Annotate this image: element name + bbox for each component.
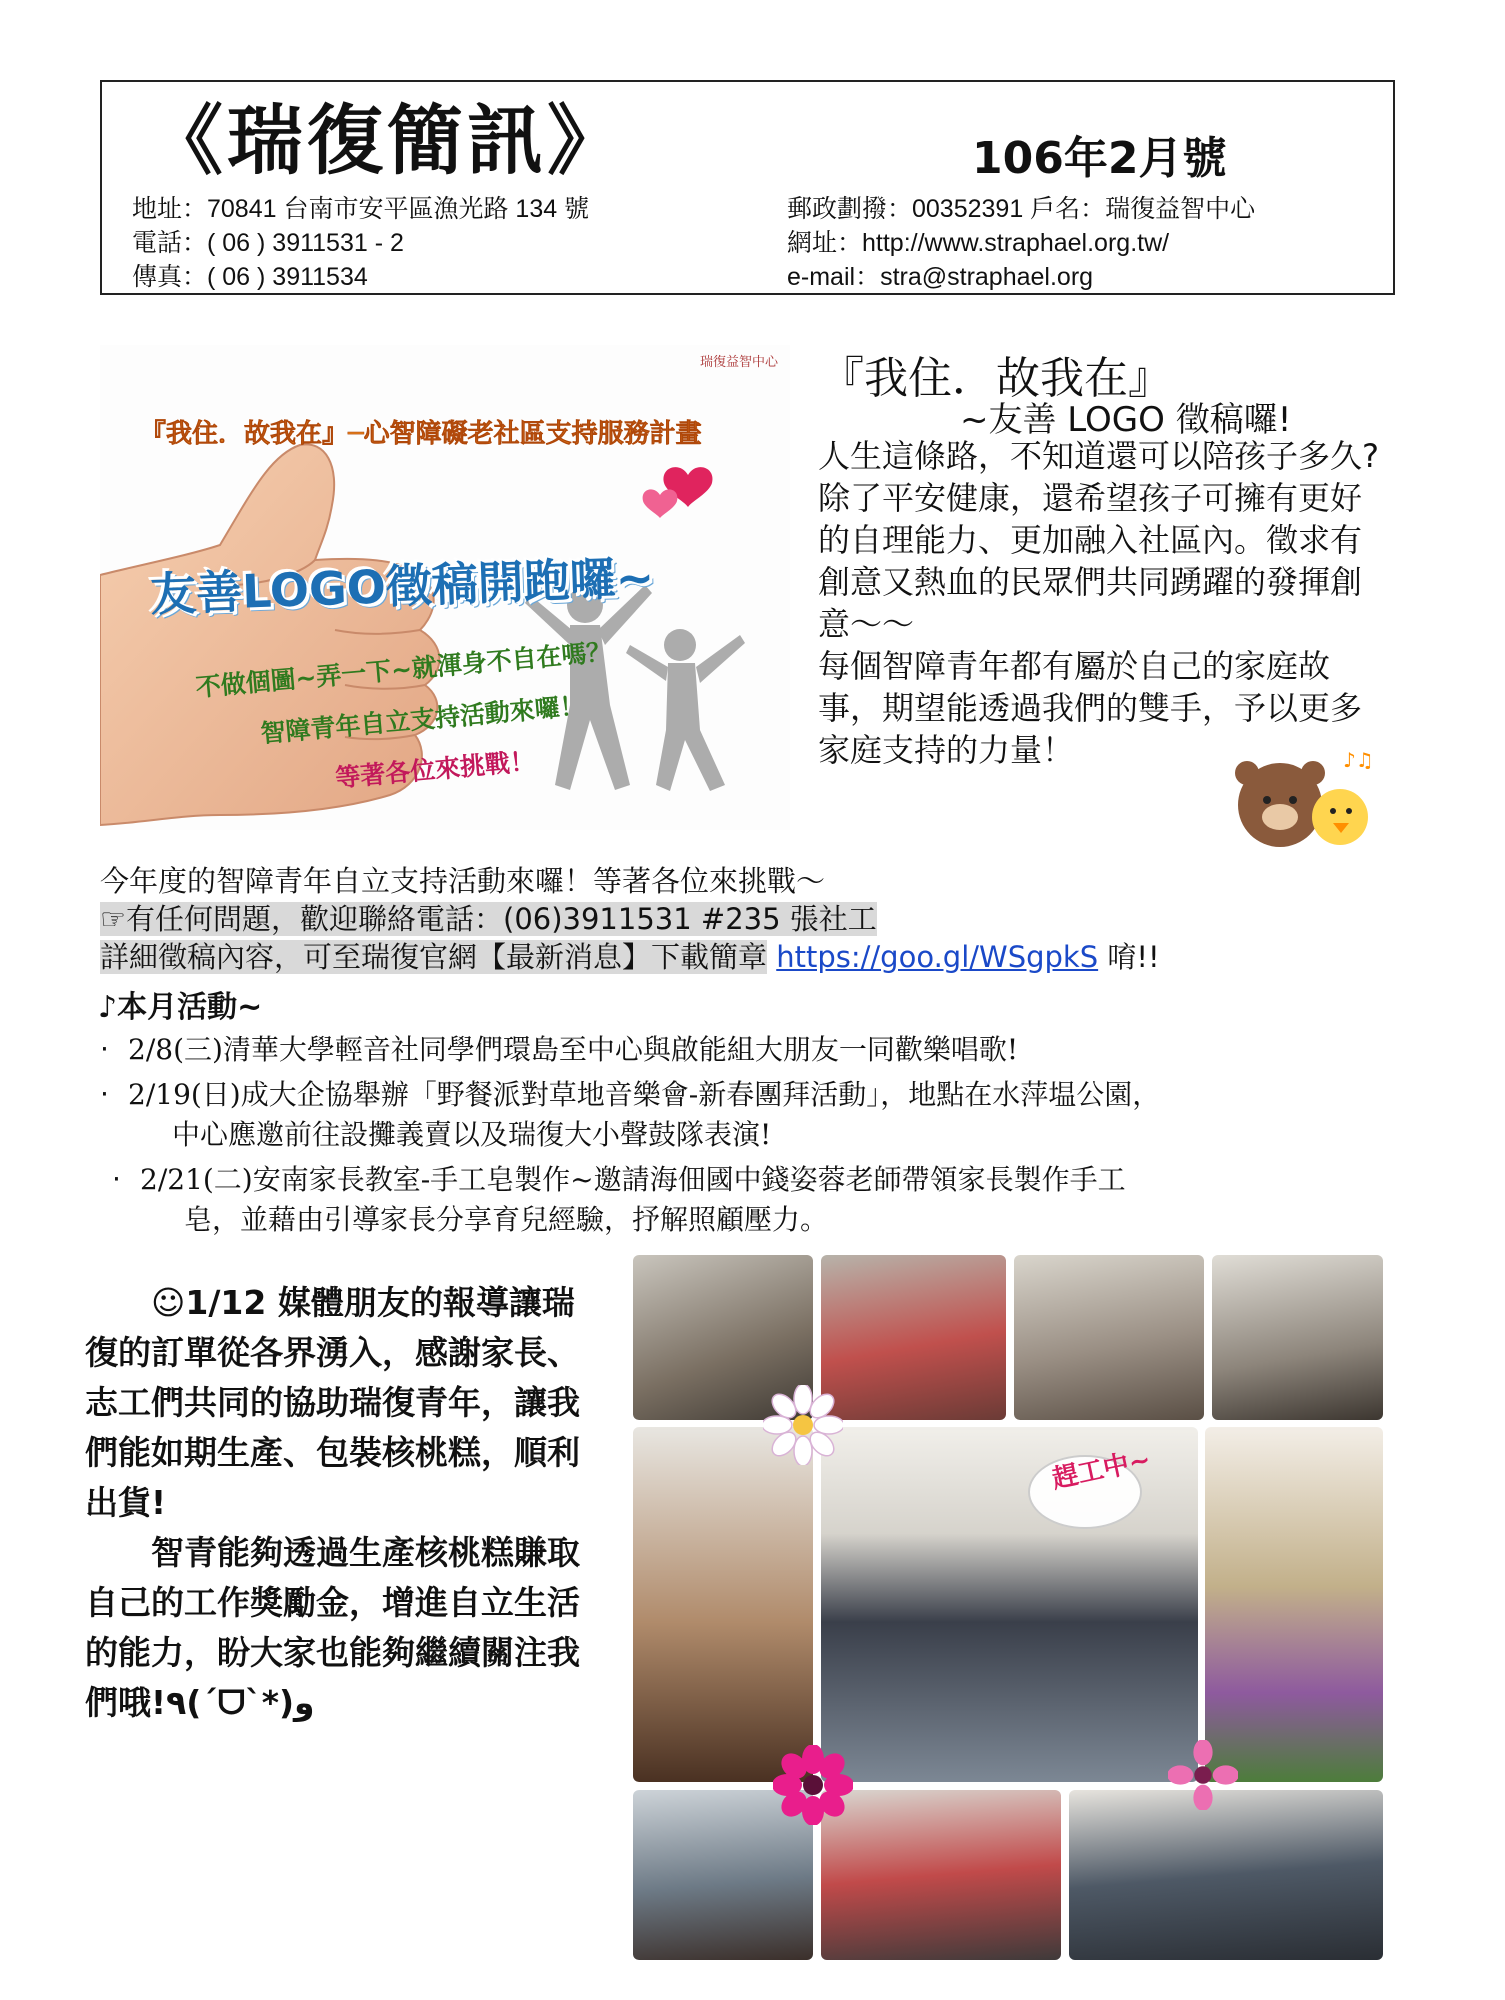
event-bullet: ‧ bbox=[100, 1078, 109, 1111]
notice-contact bbox=[100, 900, 1390, 938]
article-paragraph: 人生這條路，不知道還可以陪孩子多久?除了平安健康，還希望孩子可擁有更好的自理能力、更加融入社區內。徵求有創意又熱血的民眾們共同踴躍的發揮創意～～ bbox=[818, 437, 1379, 643]
contest-notice bbox=[100, 862, 1390, 976]
pink-flower-small-icon bbox=[1168, 1740, 1238, 1810]
article-title: 『我住．故我在』 bbox=[820, 353, 1172, 404]
notice-download-text: 詳細徵稿內容，可至瑞復官網【最新消息】下載簡章 bbox=[100, 940, 768, 974]
walnut-cake-story bbox=[85, 1278, 600, 1728]
logo-contest-poster bbox=[100, 345, 790, 830]
contact-right bbox=[787, 192, 1255, 294]
photo-packing-closeup bbox=[1069, 1790, 1383, 1960]
masthead bbox=[100, 80, 1395, 295]
pink-flower-icon bbox=[773, 1745, 853, 1825]
email[interactable]: e-mail：stra@straphael.org bbox=[787, 263, 1094, 291]
postal-account: 郵政劃撥：00352391 戶名：瑞復益智中心 bbox=[787, 195, 1256, 223]
poster-line-3: 等著各位來挑戰！ bbox=[334, 746, 537, 793]
bear-chick-sticker-icon bbox=[1225, 745, 1385, 855]
notice-contact-text: ☞有任何問題，歡迎聯絡電話：(06)3911531 #235 張社工 bbox=[100, 902, 877, 936]
poster-line-2: 智障青年自立支持活動來囉！ bbox=[259, 690, 586, 749]
svg-text:♪♫: ♪♫ bbox=[1343, 748, 1374, 772]
newsletter-title: 《瑞復簡訊》 bbox=[147, 96, 627, 185]
event-continuation: 皂，並藉由引導家長分享育兒經驗，抒解照顧壓力。 bbox=[184, 1203, 829, 1236]
daisy-flower-icon bbox=[763, 1385, 843, 1465]
notice-download bbox=[100, 938, 1390, 976]
event-bullet: ‧ bbox=[100, 1033, 109, 1066]
event-item bbox=[100, 1030, 1400, 1070]
event-text: 2/19(日)成大企協舉辦「野餐派對草地音樂會-新春團拜活動」，地點在水萍塭公園， bbox=[128, 1078, 1161, 1111]
event-item bbox=[112, 1160, 1400, 1240]
photo-sealing-machine bbox=[821, 1427, 1198, 1782]
photo-hands bbox=[1212, 1255, 1383, 1420]
poster-headline: 友善LOGO徵稿開跑囉~ bbox=[149, 550, 656, 622]
download-link[interactable]: https://goo.gl/WSgpkS bbox=[776, 940, 1099, 974]
story-paragraph: ☺1/12 媒體朋友的報導讓瑞復的訂單從各界湧入，感謝家長、志工們共同的協助瑞復青年，讓我們能如期生產、包裝核桃糕，順利出貨! bbox=[85, 1283, 580, 1522]
poster-subtitle: 『我住．故我在』─心智障礙老社區支持服務計畫 bbox=[140, 419, 702, 449]
website[interactable]: 網址：http://www.straphael.org.tw/ bbox=[787, 229, 1170, 257]
photo-volunteers bbox=[821, 1255, 1006, 1420]
photo-team-table bbox=[821, 1790, 1061, 1960]
article-body bbox=[818, 435, 1388, 771]
address: 地址：70841 台南市安平區漁光路 134 號 bbox=[132, 195, 590, 223]
event-text: 2/8(三)清華大學輕音社同學們環島至中心與啟能組大朋友一同歡樂唱歌! bbox=[128, 1033, 1019, 1066]
event-item bbox=[100, 1075, 1400, 1155]
event-continuation: 中心應邀前往設攤義賣以及瑞復大小聲鼓隊表演! bbox=[172, 1118, 772, 1151]
article-subtitle: ~友善 LOGO 徵稿囉! bbox=[960, 400, 1292, 440]
notice-suffix: 唷!! bbox=[1098, 940, 1160, 974]
photo-packaged-goods bbox=[1205, 1427, 1383, 1782]
contact-left bbox=[132, 192, 589, 294]
photo-cutting-cake bbox=[633, 1427, 813, 1782]
poster-line-1: 不做個圖~弄一下~就渾身不自在嗎？ bbox=[194, 636, 613, 703]
notice-line: 今年度的智障青年自立支持活動來囉！等著各位來挑戰～ bbox=[100, 864, 826, 898]
phone: 電話：( 06 ) 3911531 - 2 bbox=[132, 229, 404, 257]
poster-org-name: 瑞復益智中心 bbox=[699, 355, 778, 370]
issue-date: 106年2月號 bbox=[972, 133, 1227, 184]
photo-worker bbox=[1014, 1255, 1204, 1420]
article-paragraph: 每個智障青年都有屬於自己的家庭故事，期望能透過我們的雙手，予以更多家庭支持的力量！ bbox=[818, 647, 1363, 769]
workshop-photo-collage bbox=[633, 1255, 1383, 1960]
event-text: 2/21(二)安南家長教室-手工皂製作~邀請海佃國中錢姿蓉老師帶領家長製作手工 bbox=[140, 1163, 1126, 1196]
event-list bbox=[100, 1030, 1400, 1245]
event-bullet: ‧ bbox=[112, 1163, 121, 1196]
story-paragraph: 智青能夠透過生產核桃糕賺取自己的工作獎勵金，增進自立生活的能力，盼大家也能夠繼續關注我們哦!٩(ˊᗜˋ*)و bbox=[85, 1533, 580, 1722]
monthly-activities-heading: ♪本月活動~ bbox=[98, 990, 263, 1025]
collage-caption: 趕工中~ bbox=[1049, 1444, 1154, 1495]
fax: 傳真：( 06 ) 3911534 bbox=[132, 263, 368, 291]
